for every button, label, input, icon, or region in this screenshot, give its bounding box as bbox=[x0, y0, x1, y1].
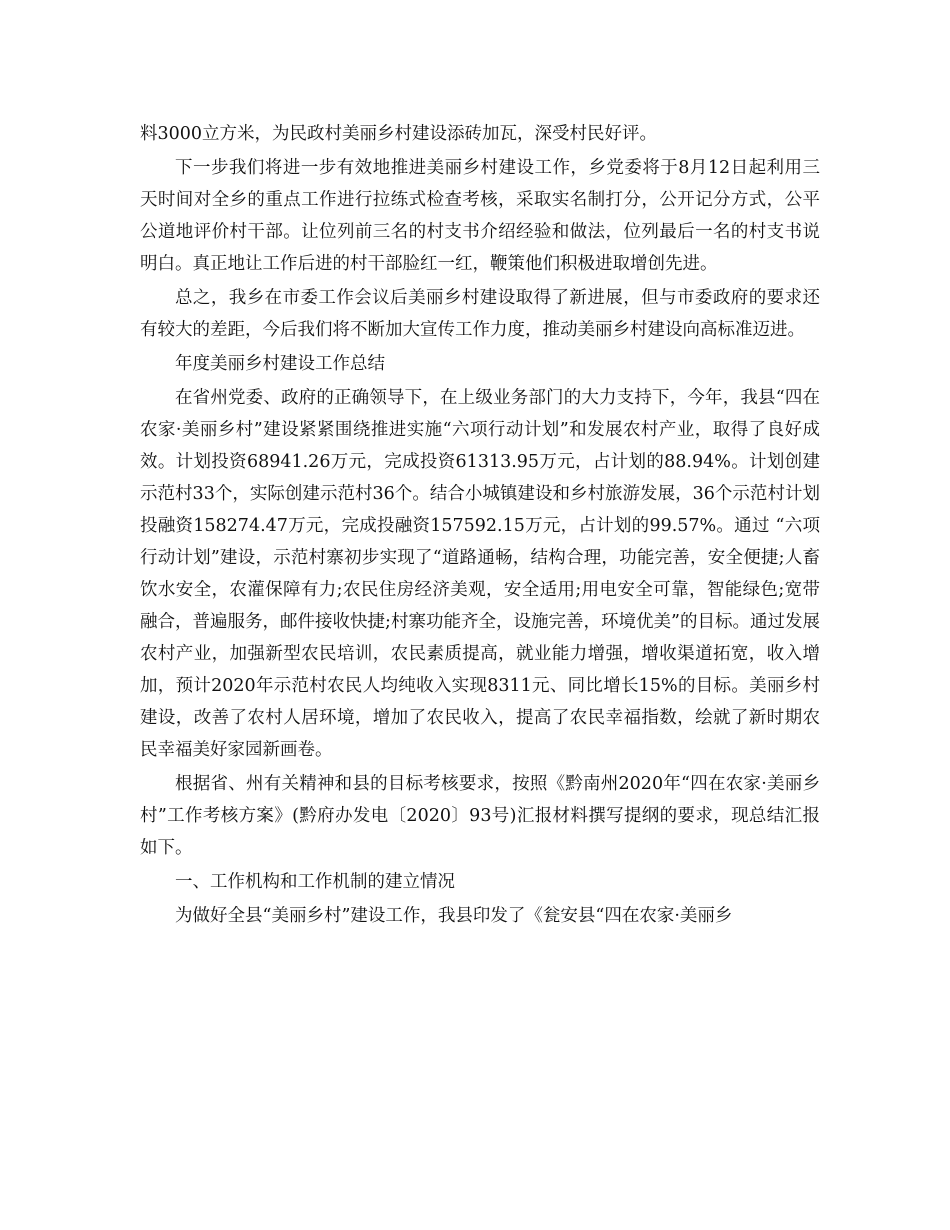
paragraph-overview: 在省州党委、政府的正确领导下，在上级业务部门的大力支持下，今年，我县“四在农家·美丽乡村”建设紧紧围绕推进实施“六项行动计划”和发展农村产业，取得了良好成效。计划投资68941.26万元，完成投资61313.95万元，占计划的88.94%。计划创建示范村33个，实际创建示范村36个。结合小城镇建设和乡村旅游发展，36个示范村计划投融资158274.47万元，完成投融资157592.15万元，占计划的99.57%。通过 “六项行动计划”建设，示范村寨初步实现了“道路通畅，结构合理，功能完善，安全便捷;人畜饮水安全，农灌保障有力;农民住房经济美观，安全适用;用电安全可靠，智能绿色;宽带融合，普遍服务，邮件接收快捷;村寨功能齐全，设施完善，环境优美”的目标。通过发展农村产业，加强新型农民培训，农民素质提高，就业能力增强，增收渠道拓宽，收入增加，预计2020年示范村农民人均纯收入实现8311元、同比增长15%的目标。美丽乡村建设，改善了农村人居环境，增加了农民收入，提高了农民幸福指数，绘就了新时期农民幸福美好家园新画卷。 bbox=[140, 388, 820, 760]
paragraph-mechanism: 为做好全县“美丽乡村”建设工作，我县印发了《瓮安县“四在农家·美丽乡 bbox=[175, 906, 733, 926]
paragraph-next-steps: 下一步我们将进一步有效地推进美丽乡村建设工作，乡党委将于8月12日起利用三天时间对全乡的重点工作进行拉练式检查考核，采取实名制打分，公开记分方式，公平公道地评价村干部。让位列前三名的村支书介绍经验和做法，位列最后一名的村支书说明白。真正地让工作后进的村干部脸红一红，鞭策他们积极进取增创先进。 bbox=[140, 158, 820, 274]
paragraph-continuation: 料3000立方米，为民政村美丽乡村建设添砖加瓦，深受村民好评。 bbox=[140, 124, 658, 144]
paragraph-basis: 根据省、州有关精神和县的目标考核要求，按照《黔南州2020年“四在农家·美丽乡村”工作考核方案》(黔府办发电〔2020〕93号)汇报材料撰写提纲的要求，现总结汇报如下。 bbox=[140, 774, 820, 858]
section-title: 年度美丽乡村建设工作总结 bbox=[175, 354, 385, 374]
paragraph-conclusion: 总之，我乡在市委工作会议后美丽乡村建设取得了新进展，但与市委政府的要求还有较大的差距，今后我们将不断加大宣传工作力度，推动美丽乡村建设向高标准迈进。 bbox=[140, 288, 820, 340]
subsection-heading: 一、工作机构和工作机制的建立情况 bbox=[175, 872, 455, 892]
